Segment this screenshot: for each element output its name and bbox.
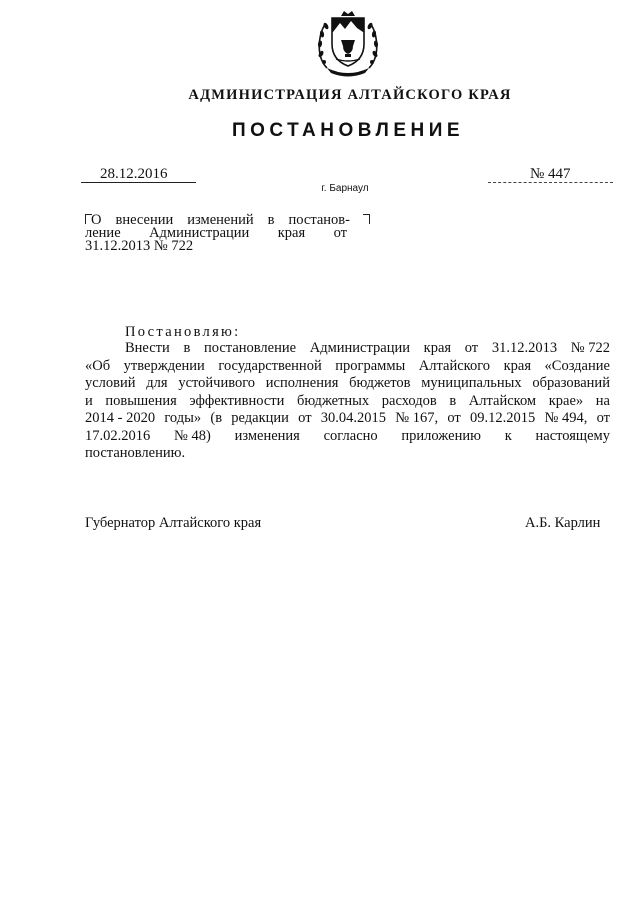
document-city: г. Барнаул (321, 183, 369, 194)
body-line: и повышения эффективности бюджетных расходов в Алтайском крае» на (85, 392, 610, 409)
signatory-name: А.Б. Карлин (525, 515, 601, 531)
body-line: «Об утверждении государственной программы Алтайского края «Создание (85, 357, 610, 374)
subject-line: 31.12.2013 № 722 (85, 238, 194, 254)
body-line: условий для устойчивого исполнения бюджетов муниципальных образований (85, 375, 610, 391)
signatory-position: Губернатор Алтайского края (85, 515, 262, 531)
document-body (85, 340, 610, 463)
body-line: постановлению. (85, 445, 186, 461)
subject-bracket-right (363, 214, 370, 224)
body-line: 2014 - 2020 годы» (в редакции от 30.04.2015 № 167, от 09.12.2015 № 494, от (85, 410, 610, 426)
subject-line: О внесении изменений в постанов- (91, 212, 350, 228)
document-number: № 447 (530, 166, 571, 182)
document-date: 28.12.2016 (100, 166, 168, 182)
document-subject (85, 214, 350, 253)
body-line: Внести в постановление Администрации края от 31.12.2013 № 722 (125, 340, 610, 356)
altai-krai-coat-of-arms-icon (315, 10, 381, 78)
document-type-title: ПОСТАНОВЛЕНИЕ (231, 120, 465, 141)
organization-title: АДМИНИСТРАЦИЯ АЛТАЙСКОГО КРАЯ (188, 87, 512, 103)
subject-line: ление Администрации края от (85, 225, 347, 241)
decree-word: Постановляю: (125, 324, 241, 340)
body-line: 17.02.2016 № 48) изменения согласно приложению к настоящему (85, 427, 610, 444)
